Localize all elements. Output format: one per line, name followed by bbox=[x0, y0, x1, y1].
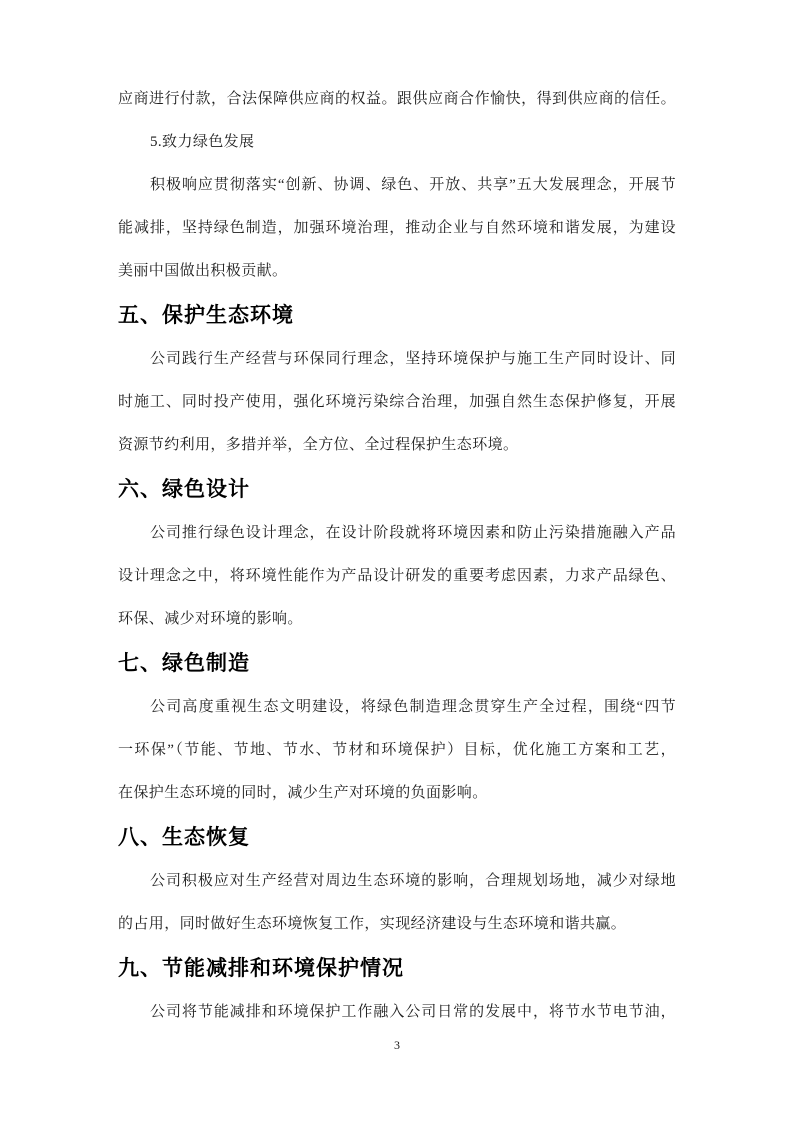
text-line: 积极响应贯彻落实“创新、协调、绿色、开放、共享”五大发展理念，开展节 bbox=[150, 177, 676, 193]
section-heading: 六、绿色设计 bbox=[118, 478, 250, 501]
document-body bbox=[118, 78, 676, 1054]
text-line: 环保、减少对环境的影响。 bbox=[118, 611, 303, 627]
text-line: 5.致力绿色发展 bbox=[150, 134, 255, 150]
text-line: 的占用，同时做好生态环境恢复工作，实现经济建设与生态环境和谐共赢。 bbox=[118, 916, 627, 932]
text-line: 公司积极应对生产经营对周边生态环境的影响，合理规划场地，减少对绿地 bbox=[150, 873, 676, 889]
text-line: 设计理念之中，将环境性能作为产品设计研发的重要考虑因素，力求产品绿色、 bbox=[118, 568, 676, 584]
text-line: 公司高度重视生态文明建设，将绿色制造理念贯穿生产全过程，围绕“四节 bbox=[150, 699, 676, 715]
text-line: 美丽中国做出积极贡献。 bbox=[118, 263, 288, 279]
text-line: 公司践行生产经营与环保同行理念，坚持环境保护与施工生产同时设计、同 bbox=[150, 351, 676, 367]
section-heading: 七、绿色制造 bbox=[118, 652, 250, 675]
text-line: 在保护生态环境的同时，减少生产对环境的负面影响。 bbox=[118, 785, 488, 801]
page-number: 3 bbox=[394, 1038, 400, 1052]
text-line: 公司将节能减排和环境保护工作融入公司日常的发展中，将节水节电节油， bbox=[150, 1004, 676, 1020]
text-line: 时施工、同时投产使用，强化环境污染综合治理，加强自然生态保护修复，开展 bbox=[118, 394, 676, 410]
text-line: 应商进行付款，合法保障供应商的权益。跟供应商合作愉快，得到供应商的信任。 bbox=[118, 91, 676, 107]
section-heading: 五、保护生态环境 bbox=[118, 304, 294, 327]
section-heading: 八、生态恢复 bbox=[118, 826, 250, 849]
text-line: 资源节约利用，多措并举，全方位、全过程保护生态环境。 bbox=[118, 437, 519, 453]
text-line: 一环保”（节能、节地、节水、节材和环境保护）目标，优化施工方案和工艺， bbox=[118, 742, 676, 758]
text-line: 能减排，坚持绿色制造，加强环境治理，推动企业与自然环境和谐发展，为建设 bbox=[118, 220, 676, 236]
text-line: 公司推行绿色设计理念，在设计阶段就将环境因素和防止污染措施融入产品 bbox=[150, 525, 676, 541]
section-heading: 九、节能减排和环境保护情况 bbox=[118, 957, 404, 980]
